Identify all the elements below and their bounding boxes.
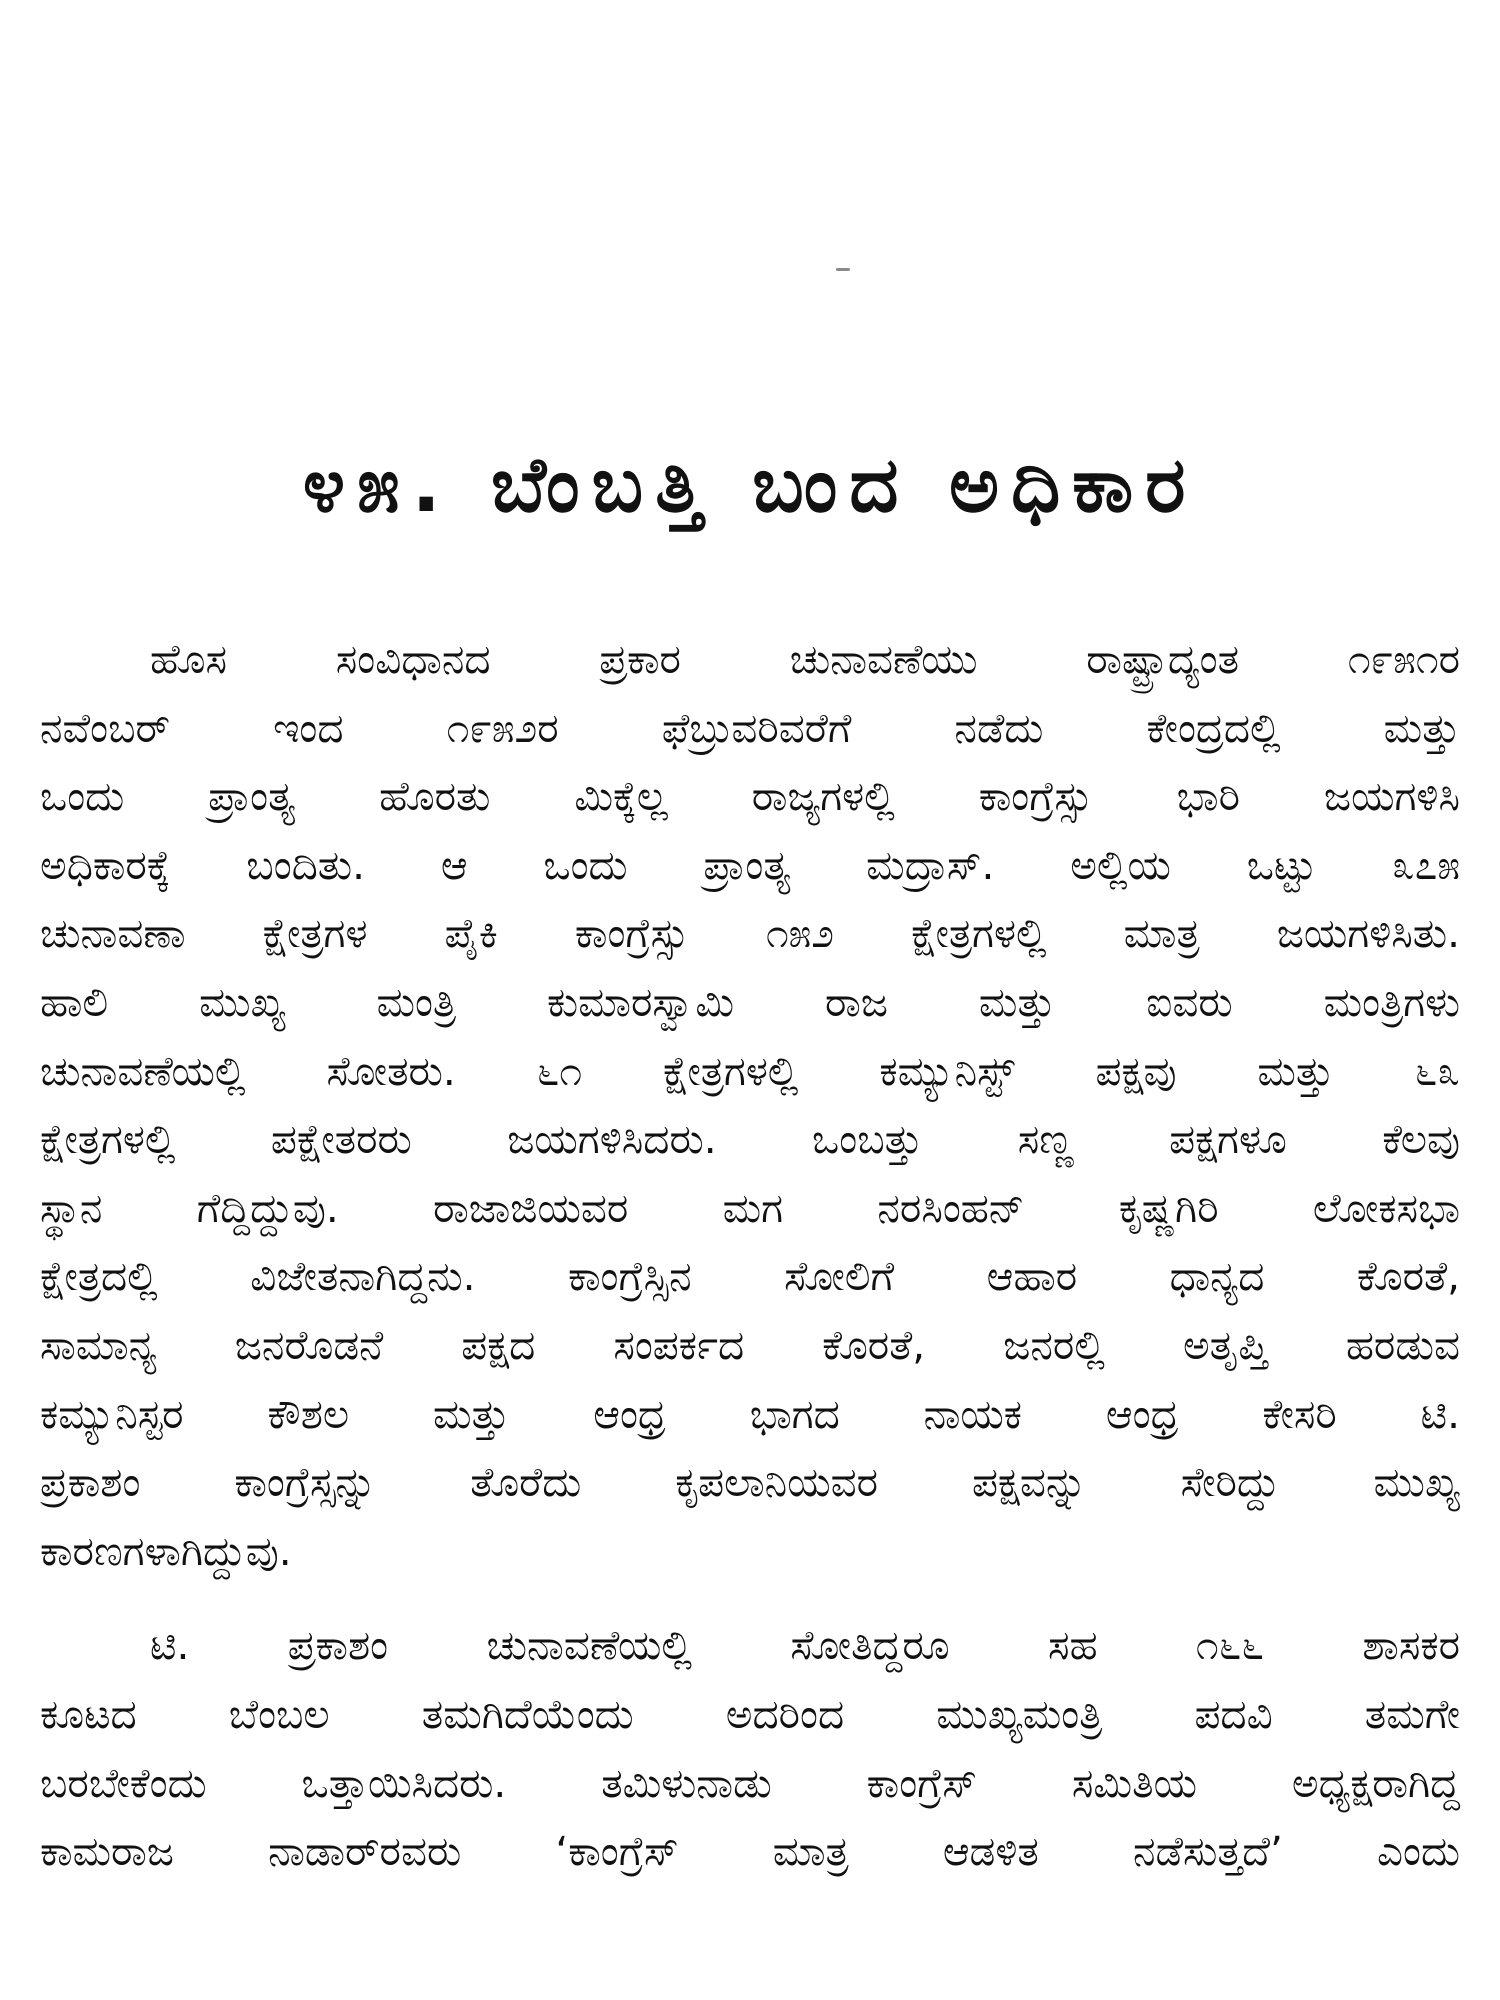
print-speck [836, 268, 850, 271]
text-line: ಕ್ಷೇತ್ರದಲ್ಲಿ ವಿಜೇತನಾಗಿದ್ದನು. ಕಾಂಗ್ರೆಸ್ಸಿನ ಸೋಲಿಗೆ ಆಹಾರ ಧಾನ್ಯದ ಕೊರತೆ, [40, 1252, 1460, 1301]
text-line: ಸ್ಥಾನ ಗೆದ್ದಿದ್ದುವು. ರಾಜಾಜಿಯವರ ಮಗ ನರಸಿಂಹನ್ ಕೃಷ್ಣಗಿರಿ ಲೋಕಸಭಾ [40, 1183, 1460, 1232]
text-line: ನವೆಂಬರ್ ಇಂದ ೧೯೫೨ರ ಫೆಬ್ರುವರಿವರೆಗೆ ನಡೆದು ಕೇಂದ್ರದಲ್ಲಿ ಮತ್ತು [40, 703, 1460, 752]
text-line: ಅಧಿಕಾರಕ್ಕೆ ಬಂದಿತು. ಆ ಒಂದು ಪ್ರಾಂತ್ಯ ಮದ್ರಾಸ್. ಅಲ್ಲಿಯ ಒಟ್ಟು ೩೭೫ [40, 840, 1460, 889]
text-line: ಹಾಲಿ ಮುಖ್ಯ ಮಂತ್ರಿ ಕುಮಾರಸ್ವಾಮಿ ರಾಜ ಮತ್ತು ಐವರು ಮಂತ್ರಿಗಳು [40, 977, 1460, 1026]
chapter-body [40, 625, 1460, 1886]
text-line: ಕ್ಷೇತ್ರಗಳಲ್ಲಿ ಪಕ್ಷೇತರರು ಜಯಗಳಿಸಿದರು. ಒಂಬತ್ತು ಸಣ್ಣ ಪಕ್ಷಗಳೂ ಕೆಲವು [40, 1115, 1460, 1164]
text-line: ಕಾಮರಾಜ ನಾಡಾರ್‌ರವರು ‘ಕಾಂಗ್ರೆಸ್ ಮಾತ್ರ ಆಡಳಿತ ನಡೆಸುತ್ತದೆ’ ಎಂದು [40, 1827, 1460, 1876]
text-line: ಚುನಾವಣಾ ಕ್ಷೇತ್ರಗಳ ಪೈಕಿ ಕಾಂಗ್ರೆಸ್ಸು ೧೫೨ ಕ್ಷೇತ್ರಗಳಲ್ಲಿ ಮಾತ್ರ ಜಯಗಳಿಸಿತು. [40, 909, 1460, 958]
text-line: ಒಂದು ಪ್ರಾಂತ್ಯ ಹೊರತು ಮಿಕ್ಕೆಲ್ಲ ರಾಜ್ಯಗಳಲ್ಲಿ ಕಾಂಗ್ರೆಸ್ಸು ಭಾರಿ ಜಯಗಳಿಸಿ [40, 772, 1460, 821]
text-line: ಟಿ. ಪ್ರಕಾಶಂ ಚುನಾವಣೆಯಲ್ಲಿ ಸೋತಿದ್ದರೂ ಸಹ ೧೬೬ ಶಾಸಕರ [150, 1621, 1460, 1670]
paragraph-gap [40, 1585, 1460, 1611]
text-line: ಹೊಸ ಸಂವಿಧಾನದ ಪ್ರಕಾರ ಚುನಾವಣೆಯು ರಾಷ್ಟ್ರಾದ್ಯಂತ ೧೯೫೧ರ [150, 635, 1460, 683]
paragraph-2 [40, 1611, 1460, 1885]
text-line: ಸಾಮಾನ್ಯ ಜನರೊಡನೆ ಪಕ್ಷದ ಸಂಪರ್ಕದ ಕೊರತೆ, ಜನರಲ್ಲಿ ಅತೃಪ್ತಿ ಹರಡುವ [40, 1320, 1460, 1369]
text-line: ಕಮ್ಯುನಿಸ್ಟರ ಕೌಶಲ ಮತ್ತು ಆಂಧ್ರ ಭಾಗದ ನಾಯಕ ಆಂಧ್ರ ಕೇಸರಿ ಟಿ. [40, 1389, 1460, 1438]
text-line: ಕಾರಣಗಳಾಗಿದ್ದುವು. [40, 1526, 292, 1575]
text-line: ಕೂಟದ ಬೆಂಬಲ ತಮಗಿದೆಯೆಂದು ಅದರಿಂದ ಮುಖ್ಯಮಂತ್ರಿ ಪದವಿ ತಮಗೇ [40, 1689, 1460, 1738]
paragraph-1 [40, 625, 1460, 1585]
text-line: ಬರಬೇಕೆಂದು ಒತ್ತಾಯಿಸಿದರು. ತಮಿಳುನಾಡು ಕಾಂಗ್ರೆಸ್ ಸಮಿತಿಯ ಅಧ್ಯಕ್ಷರಾಗಿದ್ದ [40, 1758, 1460, 1807]
text-line: ಚುನಾವಣೆಯಲ್ಲಿ ಸೋತರು. ೬೧ ಕ್ಷೇತ್ರಗಳಲ್ಲಿ ಕಮ್ಯುನಿಸ್ಟ್ ಪಕ್ಷವು ಮತ್ತು ೬೩ [40, 1046, 1460, 1095]
chapter-title: ೪೫. ಬೆಂಬತ್ತಿ ಬಂದ ಅಧಿಕಾರ [302, 440, 1198, 529]
text-line: ಪ್ರಕಾಶಂ ಕಾಂಗ್ರೆಸ್ಸನ್ನು ತೊರೆದು ಕೃಪಲಾನಿಯವರ ಪಕ್ಷವನ್ನು ಸೇರಿದ್ದು ಮುಖ್ಯ [40, 1458, 1460, 1507]
